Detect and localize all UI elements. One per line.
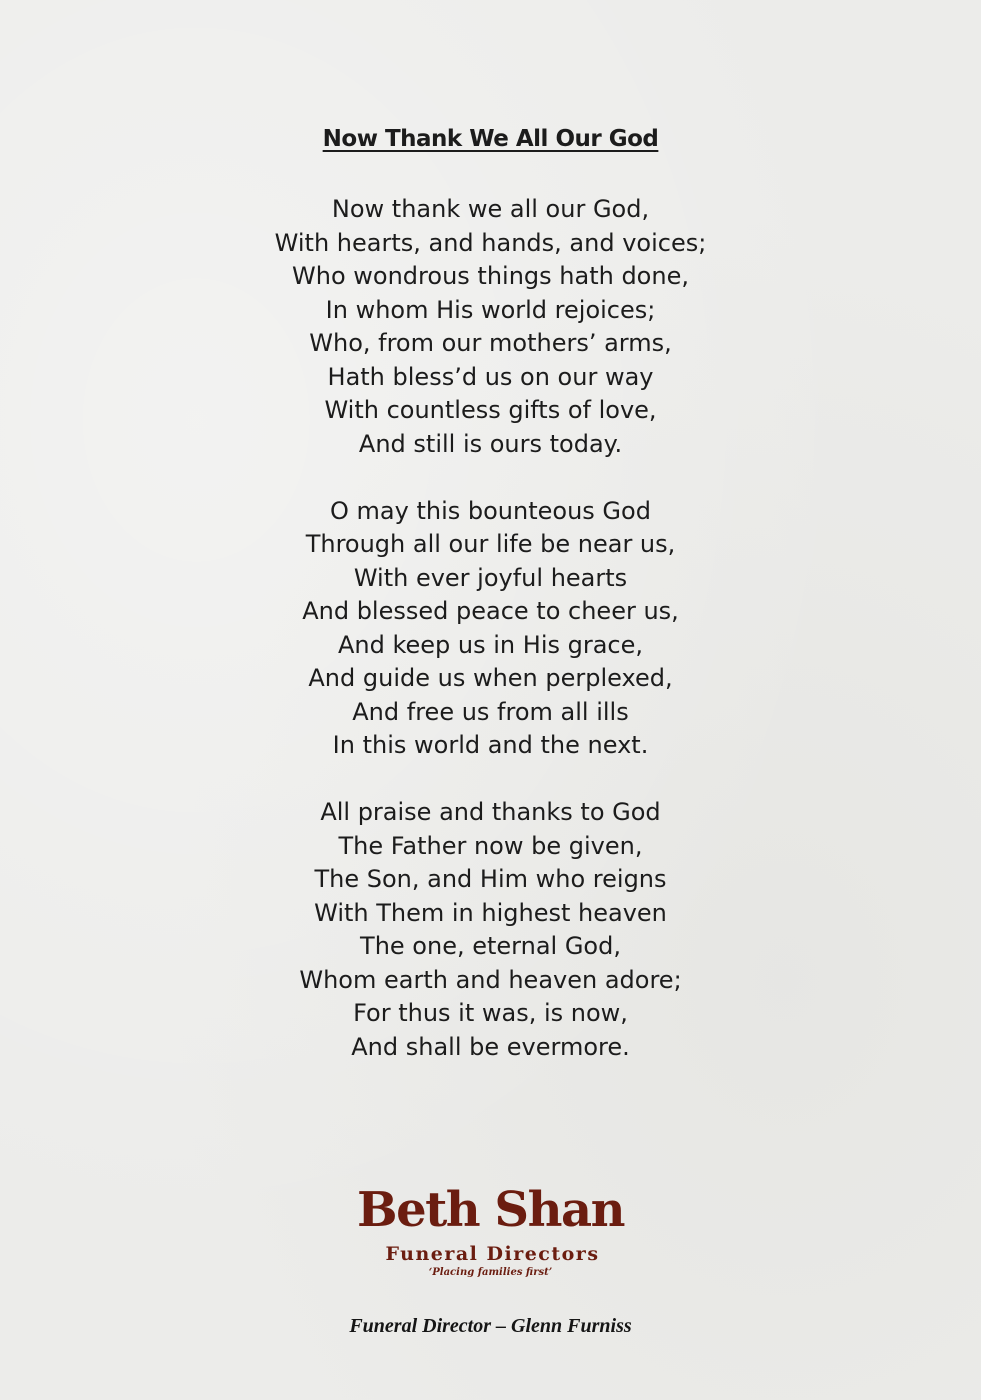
poem-line: Through all our life be near us,	[305, 530, 676, 558]
poem-line: And still is ours today.	[358, 429, 623, 458]
poem-line: Now thank we all our God,	[331, 195, 650, 223]
poem-line: And blessed peace to cheer us,	[302, 597, 679, 625]
poem-line: And free us from all ills	[352, 697, 629, 726]
poem-line: The Son, and Him who reigns	[314, 865, 667, 893]
poem-body	[0, 193, 981, 1098]
poem-line: Whom earth and heaven adore;	[299, 965, 682, 994]
stanza-1	[0, 193, 981, 461]
brand-logo	[0, 1180, 981, 1280]
poem-line: And shall be evermore.	[351, 1032, 630, 1061]
poem-line: O may this bounteous God	[330, 496, 651, 525]
poem-line: Who wondrous things hath done,	[292, 262, 689, 290]
poem-line: In whom His world rejoices;	[325, 295, 656, 324]
funeral-director-credit: Funeral Director – Glenn Furniss	[349, 1315, 632, 1337]
poem-line: With ever joyful hearts	[353, 563, 628, 592]
poem-line: Who, from our mothers’ arms,	[309, 329, 672, 357]
poem-line: All praise and thanks to God	[320, 798, 661, 826]
brand-subtitle: Funeral Directors	[385, 1243, 600, 1265]
poem-title: Now Thank We All Our God	[322, 126, 659, 152]
poem-line: With countless gifts of love,	[324, 396, 657, 424]
stanza-2	[0, 495, 981, 763]
brand-name: Beth Shan	[357, 1182, 624, 1238]
poem-line: Hath bless’d us on our way	[327, 362, 654, 391]
poem-line: In this world and the next.	[332, 731, 649, 759]
poem-line: With hearts, and hands, and voices;	[274, 228, 707, 257]
stanza-3	[0, 796, 981, 1064]
poem-line: And keep us in His grace,	[337, 630, 644, 659]
poem-line: The Father now be given,	[338, 831, 643, 860]
poem-line: The one, eternal God,	[360, 932, 621, 960]
poem-line: For thus it was, is now,	[353, 999, 628, 1027]
brand-tagline: ‘Placing families first’	[428, 1267, 553, 1278]
poem-line: With Them in highest heaven	[314, 898, 667, 927]
poem-line: And guide us when perplexed,	[308, 664, 673, 692]
